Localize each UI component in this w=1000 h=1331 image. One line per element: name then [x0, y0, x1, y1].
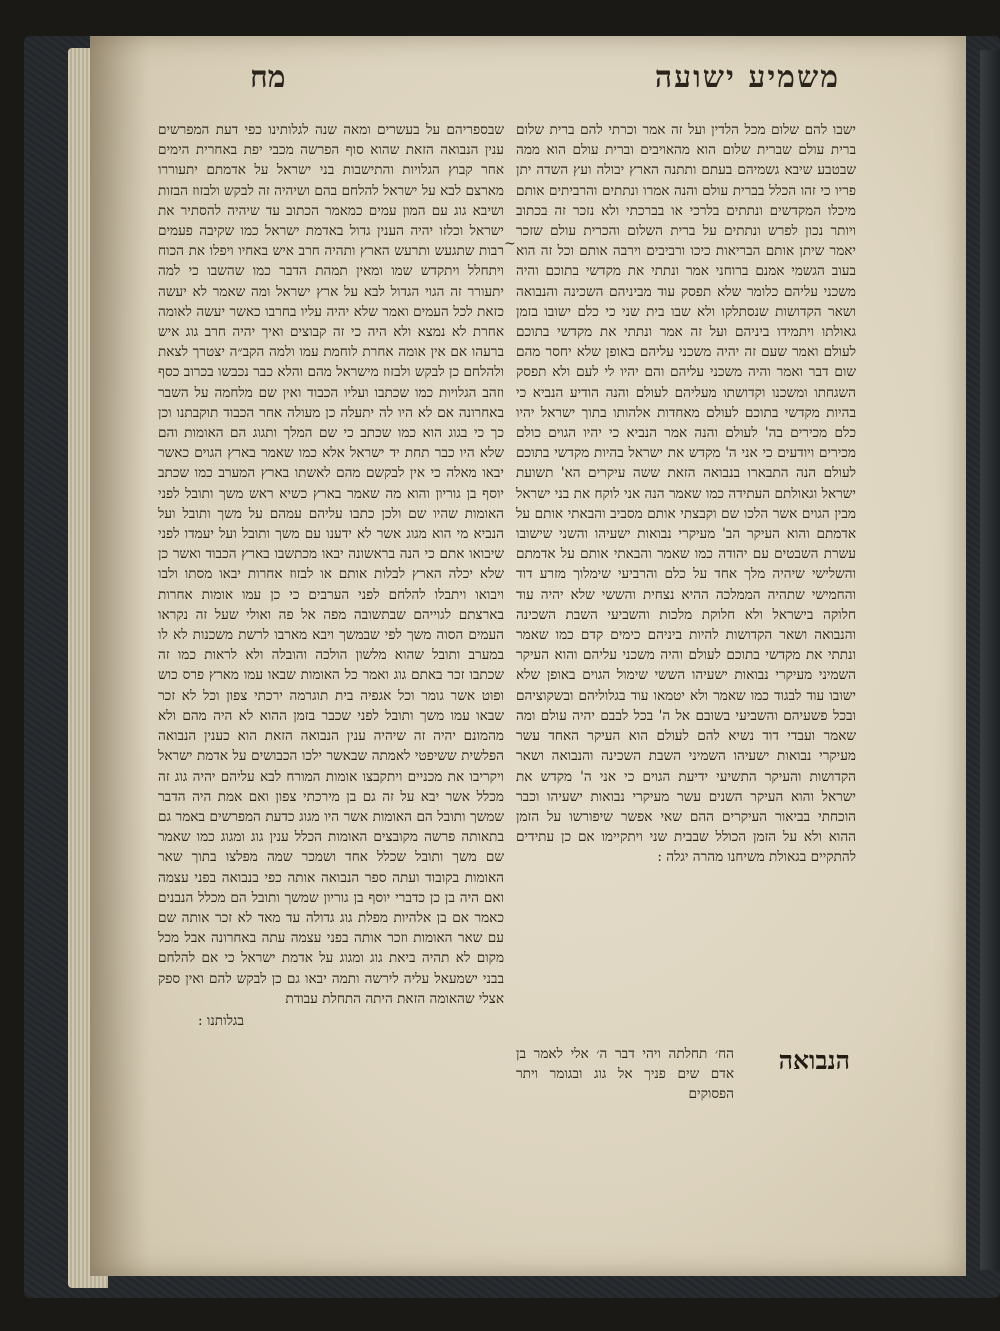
page-number: מח	[250, 60, 286, 95]
running-title: משמיע ישועה	[654, 60, 840, 95]
left-column-text: שבספריהם על בעשרים ומאה שנה לגלותינו כפי דעת המפרשים ענין הנבואה הזאת שהוא סוף הפרשה מכבי יפת באחרית הימים אחר קבוץ הגלויות והתישבות בני ישראל על אדמתם יתעוררו מארצם לבא על ישראל להלחם בהם ושיהיה זה לבקש ולבזוז הבזות ושיבא גוג עם המון עמים כמאמר הכתוב עד שיהיה להסתיר את ישראל וכלזו יהיה הענין גדול באדמת ישראל כמו שקיבה פעמים רבות שתגעש ותרעש הארץ ותהיה חרב איש באחיו ויפלו את הכוח ויתחלל ויתקדש שמו ומאין תמהת הדבר כמו שהשבו כי למה יתעורר זה הגוי הגדול לבא על ארץ ישראל ומה שאמר לא יעשה כזאת לכל העמים ואמר שלא יהיה עליו בחרבו כאשר יעשה לאומה אחרת לא נמצא ולא היה כי זה קבוצים ואיך יהיה חרב גוג איש ברעהו אם אין אומה אחרת לוחמת עמו ולמה הקב״ה יצטרך לצאת ולהלחם כן לבקש ולבזוז מישראל מהם והלא כבר נכבשו בכרוב כסף וזהב הגלויות כמו שכתבו ועליו הכבוד ואין שם מלחמה על השבר באחרונה אם לא היו לה יתעלה כן מעולה אחר הכבוד תוקבתנו וכן כך כי בגוג הוא כמו שכתב כי שם המלך ותגוג הם האומות והם שלא היו כבר תחת יד ישראל אלא כמו שאמר בארץ הגוים כאשר יבאו מאלה כי אין לבקשם מהם לאשתו בארץ המערב כמו שכתב יוסף בן גוריון והוא מה שאמר בארץ כשיא ראש משך ותובל לפני האומות שהיו שם ולכן כתבו עליהם עמהם על משך ותובל ועל הנביא מי הוא מגוג אשר לא ידענו עם משך ותובל ועל יעמדו לפני שיבואו אתם כי הנה בראשונה יבאו מכתשבו בארץ הכבוד ואשר כן שלא יכלה הארץ לבלות אותם או לבזוז אחרות יבאו מסתו ולבו ויבואו ויתבלו להלחם לפני הערבים כי כן עמו אומות אחרות בארצתם לגוייהם שבתשובה מפה אל פה ואולי שעל זה נקראו העמים הסוה משך לפי שבמשך ויבא מארבו לרשת משכנות לא לו במערב ותובל שהוא מלשון הולכה והובלה ולא לראות כמו זה שכתבו זכר באתם גוג ואמר כל האומות שבאו עמו מארץ פרס כוש ופוט אשר גומר וכל אגפיה בית תוגרמה ירכתי צפון וכל לא זכר שבאו עמו משך ותובל לפני שכבר בזמן ההוא לא היה מהם ולא מהמונם יהיה זה שיהיה ענין הנבואה הזאת הוא כענין הנבואה הפלשית ששיפטי לאמתה שבאשר ילכו הכבושים על אדמת ישראל ויקריבו את מכניים ויתקבצו אומות המורח לבא עליהם יהיה גוג זה מכלל אשר יבא על זה גם בן מירכתי צפון ואם אמת היה הדבר שמשך ותובל הם האומות אשר היו מגוג כדעת המפרשים באמר גם בתאותה פרשה מקובצים האומות הכלל ענין גוג ומגוג כמו שאמר שם משך ותובל שכלל אחד ושמכר שמה מפלצו בתוך שאר האומות בקובוד ועתה ספר הנבואה אותה כפי בנבואה בפני עצמה ואם היה בן כן כדברי יוסף בן גוריון שמשך ותובל הם מכלל הנבנים כאמר אם בן אלהיות מפלת גוג גדולה עד מאד לא זכר אותה שם עם שאר האומות וזכר אותה בפני עצמה עתה באחרונה אבל מכל מקום לא תהיה ביאת גוג ומגוג על אדמת ישראל כי אם להלחם בבני ישמעאל עליה לירשה ותמה יבאו גם כן לבקש להם ואין ספק אצלי שהאומה הזאת היתה התחלת עבודת	[158, 122, 504, 1007]
gutter-shadow	[90, 36, 150, 1276]
margin-mark: ~	[504, 236, 516, 252]
left-text-column	[158, 120, 504, 1031]
catchword: בגלותנו :	[198, 1012, 244, 1029]
book-binding-edge	[980, 50, 1000, 1270]
page-header	[220, 60, 840, 108]
section-intro-text: הח׳ תחלתה ויהי דבר ה׳ אלי לאמר בן אדם שים פניך אל גוג ובגומר ויתר הפסוקים	[516, 1046, 734, 1103]
right-text-column	[516, 120, 856, 868]
section-heading: הנבואה	[778, 1046, 850, 1075]
right-column-text: ישבו להם שלום מכל הלדין ועל זה אמר וכרתי להם ברית שלום ברית עולם שברית שלום הוא מהאויבים וברית עולם הוא ממה שבטבע שיבא גשמיהם בעתם ותתנה הארץ יבולה ועץ השדה יתן פריו כי זהו הכלל בברית עולם והנה אמרו ונתתים והרביתים אותם מיכלו המקדשים ונתתים בלרכי או בברכתי ולא נזכר זה בכתוב ויותר נכון לפרש ונתתים על ברית השלום והכרית עולם שזכר יאמר שיתן אותם הבריאות כיכו ורביבים וירבה אותם וכל זה הוא בעוב הגשמי אמנם ברוחני אמר ונתתי את מקדשי בתוכם והיה משכני עליהם כלומר שלא תפסק עוד מביניהם השכינה והנבואה ושאר הקדושות שנסתלקו ולא שבו בית שני כי כלם ישובו בזמן גאולתו ויתמידו ביניהם ועל זה אמר ונתתי את מקדשי בתוכם לעולם ואמר שעם זה יהיה משכני עליהם באופן שלא יחסר מהם שום דבר ואמר והיה משכני עליהם והם יהיו לי לעם ולא תפסק השגחתו ומשכנו וקדושתו מעליהם לעולם והנה הודיע הנביא כי בהיות מקדשי בתוכם לעולם מאחדות אלהותו בתוך ישראל יהיו כלם מכירים בה' לעולם והנה אמר הנביא כי יהיו הגוים כולם מכירים ויודעים כי אני ה' מקדש את ישראל בהיות מקדשי בתוכם לעולם הנה התבארו בנבואה הזאת ששה עיקרים הא' תשועת ישראל וגאולתם העתידה כמו שאמר הנה אני לוקח את בני ישראל מבין הגוים אשר הלכו שם וקבצתי אותם מסביב והבאתי אותם על אדמתם והוא העיקר הב' מעיקרי נבואות ישעיהו והשני שישובו עשרת השבטים עם יהודה כמו שאמר והבאתי אותם על אדמתם והשלישי שיהיה מלך אחד על כלם והרביעי שימלוך מזרע דוד והחמישי שתהיה הממלכה ההיא נצחית והששי שלא יהיה עוד חלוקה בישראל ולא חלוקת מלכות והשביעי השבת השכינה והנבואה ושאר הקדושות להיות ביניהם כימים קדם כמו שאמר ונתתי את מקדשי בתוכם לעולם והיה משכני עליהם והוא העיקר השמיני מעיקרי נבואות ישעיהו הששי שימול הגוים באופן שלא ישובו עוד לבגוד כמו שאמר ולא יטמאו עוד בגלוליהם ובשקוציהם ובכל פשעיהם והשביעי בשובם אל ה' בכל לבבם יהיה עולם ומה שאמר ועבדי דוד נשיא להם לעולם הוא העיקר האחד עשר מעיקרי נבואות ישעיהו השמיני השבת השכינה והנבואה ושאר הקדושות והעיקר התשיעי ידיעת הגוים כי אני ה' מקדש את ישראל והוא העיקר השנים עשר מעיקרי נבואות ישעיהו וכבר הוכחתי בביאור העיקרים ההם שאי אפשר שיפורשו על הזמן ההוא ולא על הזמן הכולל שבבית שני ויתקיימו אם כן עתידים להתקיים בגאולת משיחנו מהרה יגלה :	[516, 122, 856, 866]
